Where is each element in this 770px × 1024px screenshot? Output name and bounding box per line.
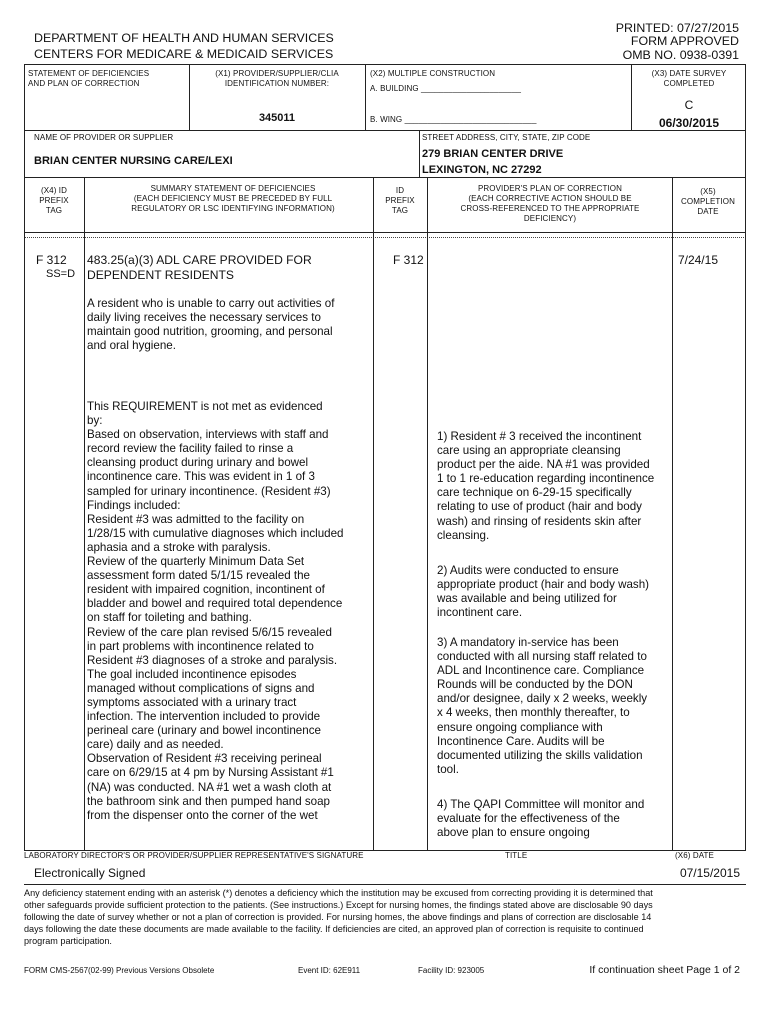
statement-label: STATEMENT OF DEFICIENCIES AND PLAN OF CORRECTION <box>28 69 150 88</box>
id-prefix-tag: F 312 <box>393 253 424 267</box>
rule <box>24 130 746 131</box>
rule <box>427 177 428 850</box>
plan-item-4: 4) The QAPI Committee will monitor and evaluate for the effectiveness of the above plan to ensure ongoing <box>437 798 645 840</box>
disclaimer-text: Any deficiency statement ending with an asterisk (*) denotes a deficiency which the institution may be excused from correcting providing it is determined that other safeguards provide sufficient protection to the patients. (See instructions.) Except for nursing homes, the findings stated above are disclosable 90 days following the date of survey whether or not a plan of correction is provided. For nursing homes, the above findings and plans of correction are disclosable 14 days following the date these documents are made available to the facility. If deficiencies are cited, an approved plan of correction is requisite to continued program participation. <box>24 888 653 946</box>
rule <box>24 177 25 850</box>
signature-label: LABORATORY DIRECTOR'S OR PROVIDER/SUPPLIER REPRESENTATIVE'S SIGNATURE <box>24 851 364 860</box>
date-survey-label: (X3) DATE SURVEY COMPLETED <box>651 69 727 88</box>
signature-date: 07/15/2015 <box>679 866 740 880</box>
facility-id: Facility ID: 923005 <box>418 966 485 975</box>
deficiency-tag: F 312 <box>36 253 67 267</box>
x4-header: (X4) ID PREFIX TAG <box>39 186 69 215</box>
summary-header: SUMMARY STATEMENT OF DEFICIENCIES (EACH DEFICIENCY MUST BE PRECEDED BY FULL REGULATORY OR LSC IDENTIFYING INFORMATION) <box>131 184 335 213</box>
signature-date-label: (X6) DATE <box>675 851 714 860</box>
plan-item-1: 1) Resident # 3 received the incontinent care using an appropriate cleansing product per the aide. NA #1 was provided 1 to 1 re-education regarding incontinence care technique on 6-29-15 specifically relating to use of product (hair and body wash) and rinsing of residents skin after cleansing. <box>437 430 655 542</box>
deficiency-title: 483.25(a)(3) ADL CARE PROVIDED FOR DEPENDENT RESIDENTS <box>87 253 312 282</box>
x5-header: (X5) COMPLETION DATE <box>681 187 735 216</box>
rule <box>365 64 366 130</box>
rule <box>373 177 374 850</box>
provider-name-label: NAME OF PROVIDER OR SUPPLIER <box>34 133 174 142</box>
rule <box>24 64 746 65</box>
id-header: ID PREFIX TAG <box>385 186 415 215</box>
provider-id-label: (X1) PROVIDER/SUPPLIER/CLIA IDENTIFICATION NUMBER: <box>215 69 339 88</box>
rule <box>84 177 85 850</box>
wing-label: B. WING _____________________________ <box>370 115 537 124</box>
event-id: Event ID: 62E911 <box>298 966 361 975</box>
address-line2: LEXINGTON, NC 27292 <box>422 164 542 176</box>
plan-header: PROVIDER'S PLAN OF CORRECTION (EACH CORRECTIVE ACTION SHOULD BE CROSS-REFERENCED TO THE APPROPRIATE DEFICIENCY) <box>460 184 640 223</box>
provider-number: 345011 <box>258 112 296 124</box>
rule <box>672 177 673 850</box>
rule <box>24 177 746 178</box>
agency-title: CENTERS FOR MEDICARE & MEDICAID SERVICES <box>34 47 334 61</box>
completion-date: 7/24/15 <box>677 253 718 267</box>
title-label: TITLE <box>505 851 528 860</box>
multiple-construction-label: (X2) MULTIPLE CONSTRUCTION <box>370 69 496 78</box>
signature-value: Electronically Signed <box>34 866 146 880</box>
rule <box>189 64 190 130</box>
rule <box>24 237 746 238</box>
building-label: A. BUILDING ______________________ <box>370 84 522 93</box>
plan-item-2: 2) Audits were conducted to ensure appropriate product (hair and body wash) was available and being utilized for incontinent care. <box>437 564 650 620</box>
omb-number: OMB NO. 0938-0391 <box>622 48 739 62</box>
provider-name: BRIAN CENTER NURSING CARE/LEXI <box>34 155 233 167</box>
rule <box>24 884 746 885</box>
rule <box>745 177 746 850</box>
department-title: DEPARTMENT OF HEALTH AND HUMAN SERVICES <box>34 31 334 45</box>
address-label: STREET ADDRESS, CITY, STATE, ZIP CODE <box>422 133 591 142</box>
rule <box>631 64 632 130</box>
plan-item-3: 3) A mandatory in-service has been conducted with all nursing staff related to ADL and Incontinence care. Compliance Rounds will be conducted by the DON and/or designee, daily x 2 weeks, weekly x 4 weeks, then monthly thereafter, to ensure ongoing compliance with Incontinence Care. Audits will be documented utilizing the skills validation tool. <box>437 636 648 776</box>
findings-text: This REQUIREMENT is not met as evidenced by: Based on observation, interviews with staff and record review the facility failed to rinse a cleansing product during urinary and bowel incontinence care. This was evident in 1 of 3 sampled for urinary incontinence. (Resident #3) Findings included: Resident #3 was admitted to the facility on 1/28/15 with cumulative diagnoses which included aphasia and a stroke with paralysis. Review of the quarterly Minimum Data Set assessment form dated 5/1/15 revealed the resident with impaired cognition, incontinent of bladder and bowel and required total dependence on staff for toileting and bathing. Review of the care plan revised 5/6/15 revealed in part problems with incontinence related to Resident #3 diagnoses of a stroke and paralysis. The goal included incontinence episodes managed without complications of signs and symptoms associated with a urinary tract infection. The intervention included to provide perineal care (urinary and bowel incontinence care) daily and as needed. Observation of Resident #3 receiving perineal care on 6/29/15 at 4 pm by Nursing Assistant #1 (NA) was conducted. NA #1 wet a wash cloth at the bathroom sink and then pumped hand soap from the dispenser onto the corner of the wet <box>87 400 344 822</box>
printed-date: PRINTED: 07/27/2015 <box>615 21 739 35</box>
rule <box>24 232 746 233</box>
survey-date: 06/30/2015 <box>658 116 720 130</box>
form-number: FORM CMS-2567(02-99) Previous Versions Obsolete <box>24 966 215 975</box>
survey-code: C <box>684 98 694 112</box>
scope-severity: SS=D <box>46 268 76 280</box>
page-indicator: If continuation sheet Page 1 of 2 <box>589 964 740 976</box>
rule <box>419 130 420 177</box>
form-approved: FORM APPROVED <box>630 34 739 48</box>
address-line1: 279 BRIAN CENTER DRIVE <box>422 148 564 160</box>
regulation-text: A resident who is unable to carry out activities of daily living receives the necessary services to maintain good nutrition, grooming, and personal and oral hygiene. <box>87 297 335 353</box>
